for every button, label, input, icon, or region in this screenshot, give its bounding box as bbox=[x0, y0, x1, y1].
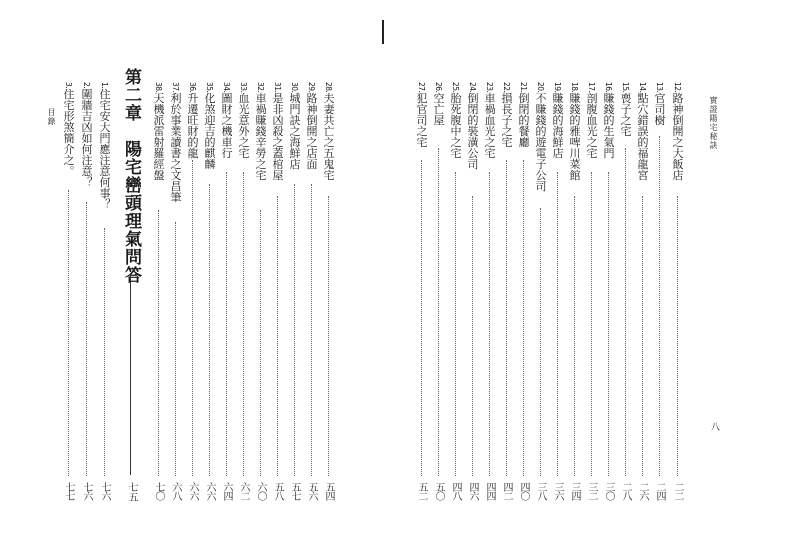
entry-page: 六二 bbox=[238, 482, 249, 500]
entry-title: 住宅形煞簡介之。 bbox=[62, 88, 75, 177]
chapter-heading bbox=[120, 0, 142, 560]
toc-entry bbox=[466, 0, 479, 560]
toc-entry bbox=[619, 0, 632, 560]
entry-title: 官司樹 bbox=[653, 92, 666, 126]
toc-entry bbox=[602, 0, 615, 560]
toc-entry bbox=[415, 0, 428, 560]
dot-leader bbox=[209, 184, 210, 476]
entry-number: 25. bbox=[451, 82, 460, 93]
entry-title: 住宅安大門應注意何事？ bbox=[98, 88, 111, 210]
entry-title: 剖腹血光之宅 bbox=[585, 92, 598, 159]
entry-title: 損長子之宅 bbox=[500, 92, 513, 148]
toc-entry bbox=[80, 0, 93, 560]
entry-title: 城門訣之海鮮店 bbox=[288, 92, 301, 170]
entry-page: 七七 bbox=[63, 482, 74, 500]
dot-leader bbox=[311, 184, 312, 476]
entry-number: 12. bbox=[673, 82, 682, 93]
entry-page: 二四 bbox=[654, 482, 665, 500]
entry-number: 28. bbox=[324, 82, 333, 93]
entry-title: 賺錢的生氣門 bbox=[602, 92, 615, 159]
toc-entry bbox=[203, 0, 216, 560]
entry-page: 三六 bbox=[552, 482, 563, 500]
toc-entry bbox=[449, 0, 462, 560]
entry-title: 點穴錯誤的福龍宮 bbox=[636, 92, 649, 181]
dot-leader bbox=[608, 172, 609, 476]
dot-leader bbox=[226, 172, 227, 476]
toc-entry bbox=[568, 0, 581, 560]
toc-entry bbox=[585, 0, 598, 560]
entry-number: 29. bbox=[307, 82, 316, 93]
dot-leader bbox=[574, 196, 575, 476]
dot-leader bbox=[472, 196, 473, 476]
toc-entry bbox=[500, 0, 513, 560]
dot-leader bbox=[86, 202, 87, 476]
toc-entry bbox=[169, 0, 182, 560]
dot-leader bbox=[104, 228, 105, 476]
toc-entry bbox=[517, 0, 530, 560]
entry-page: 五二 bbox=[416, 482, 427, 500]
entry-title: 賺錢的雅啤川菜館 bbox=[568, 92, 581, 181]
entry-page: 四六 bbox=[467, 482, 478, 500]
dot-leader bbox=[277, 196, 278, 476]
toc-entry bbox=[551, 0, 564, 560]
entry-number: 19. bbox=[553, 82, 562, 93]
entry-page: 五四 bbox=[323, 482, 334, 500]
toc-entry bbox=[432, 0, 445, 560]
toc-entry bbox=[254, 0, 267, 560]
entry-title: 胎死腹中之宅 bbox=[449, 92, 462, 159]
entry-number: 32. bbox=[256, 82, 265, 93]
toc-entry bbox=[483, 0, 496, 560]
entry-page: 四八 bbox=[450, 482, 461, 500]
dot-leader bbox=[557, 172, 558, 476]
entry-number: 3. bbox=[64, 82, 73, 89]
entry-page: 七六 bbox=[81, 482, 92, 500]
entry-number: 13. bbox=[655, 82, 664, 93]
entry-title: 圍牆吉凶如何注意？ bbox=[80, 88, 93, 188]
dot-leader bbox=[625, 148, 626, 476]
entry-page: 五〇 bbox=[433, 482, 444, 500]
entry-title: 倒閉的餐廳 bbox=[517, 92, 530, 148]
entry-title: 空亡屋 bbox=[432, 92, 445, 126]
entry-number: 22. bbox=[502, 82, 511, 93]
dot-leader bbox=[438, 148, 439, 476]
dot-leader bbox=[506, 160, 507, 476]
entry-page: 七〇 bbox=[153, 482, 164, 500]
entry-number: 31. bbox=[273, 82, 282, 93]
toc-entry bbox=[534, 0, 547, 560]
entry-number: 33. bbox=[239, 82, 248, 93]
dot-leader bbox=[540, 208, 541, 476]
entry-title: 血光意外之宅 bbox=[237, 92, 250, 159]
entry-title: 車禍賺錢辛勞之宅 bbox=[254, 92, 267, 181]
entry-number: 17. bbox=[587, 82, 596, 93]
entry-page: 六六 bbox=[187, 482, 198, 500]
dot-leader bbox=[158, 210, 159, 476]
entry-number: 30. bbox=[290, 82, 299, 93]
entry-page: 四二 bbox=[501, 482, 512, 500]
entry-number: 21. bbox=[519, 82, 528, 93]
dot-leader bbox=[175, 222, 176, 476]
entry-page: 三四 bbox=[569, 482, 580, 500]
entry-title: 利於事業讀書之文昌筆 bbox=[169, 92, 182, 203]
entry-number: 20. bbox=[536, 82, 545, 93]
dot-leader bbox=[489, 172, 490, 476]
entry-page: 七六 bbox=[99, 482, 110, 500]
entry-number: 36. bbox=[188, 82, 197, 93]
dot-leader bbox=[260, 210, 261, 476]
entry-number: 35. bbox=[205, 82, 214, 93]
entry-page: 五六 bbox=[306, 482, 317, 500]
entry-number: 23. bbox=[485, 82, 494, 93]
entry-title: 賺錢的海鮮店 bbox=[551, 92, 564, 159]
entry-page: 三二 bbox=[586, 482, 597, 500]
entry-page: 五七 bbox=[289, 482, 300, 500]
entry-title: 車禍血光之宅 bbox=[483, 92, 496, 159]
dot-leader bbox=[523, 160, 524, 476]
dot-leader bbox=[677, 196, 678, 476]
toc-entry bbox=[62, 0, 75, 560]
chapter-page: 七五 bbox=[126, 482, 137, 502]
entry-page: 二八 bbox=[620, 482, 631, 500]
entry-title: 倒閉的裝潢公司 bbox=[466, 92, 479, 170]
entry-page: 六四 bbox=[221, 482, 232, 500]
chapter-rule bbox=[130, 275, 131, 475]
entry-title: 路神倒開之店面 bbox=[305, 92, 318, 170]
entry-number: 38. bbox=[154, 82, 163, 93]
dot-leader bbox=[68, 190, 69, 476]
dot-leader bbox=[642, 196, 643, 476]
dot-leader bbox=[294, 184, 295, 476]
toc-entry bbox=[152, 0, 165, 560]
running-head-right: 實證陽宅秘訣 bbox=[709, 96, 718, 150]
entry-page: 六六 bbox=[204, 482, 215, 500]
entry-title: 圖財之機車行 bbox=[220, 92, 233, 159]
entry-page: 二六 bbox=[637, 482, 648, 500]
entry-number: 18. bbox=[570, 82, 579, 93]
entry-title: 化煞迎吉的麒麟 bbox=[203, 92, 216, 170]
entry-number: 27. bbox=[417, 82, 426, 93]
dot-leader bbox=[659, 136, 660, 476]
dot-leader bbox=[328, 196, 329, 476]
entry-page: 六八 bbox=[170, 482, 181, 500]
entry-page: 五八 bbox=[272, 482, 283, 500]
toc-entry bbox=[305, 0, 318, 560]
entry-title: 犯官司之宅 bbox=[415, 92, 428, 148]
toc-entry bbox=[271, 0, 284, 560]
entry-number: 2. bbox=[82, 82, 91, 89]
entry-title: 喪子之宅 bbox=[619, 92, 632, 137]
entry-number: 34. bbox=[222, 82, 231, 93]
toc-entry bbox=[322, 0, 335, 560]
entry-page: 四〇 bbox=[518, 482, 529, 500]
entry-title: 路神倒開之大飯店 bbox=[671, 92, 684, 181]
toc-entry bbox=[220, 0, 233, 560]
entry-number: 15. bbox=[621, 82, 630, 93]
entry-title: 夫妻共亡之五鬼宅 bbox=[322, 92, 335, 181]
entry-number: 14. bbox=[638, 82, 647, 93]
entry-page: 二二 bbox=[672, 482, 683, 500]
entry-number: 26. bbox=[434, 82, 443, 93]
toc-entry bbox=[636, 0, 649, 560]
entry-page: 三〇 bbox=[603, 482, 614, 500]
toc-entry bbox=[288, 0, 301, 560]
dot-leader bbox=[243, 172, 244, 476]
entry-number: 24. bbox=[468, 82, 477, 93]
dot-leader bbox=[591, 172, 592, 476]
entry-number: 16. bbox=[604, 82, 613, 93]
running-head-left: 目錄 bbox=[47, 108, 56, 126]
toc-entry bbox=[671, 0, 684, 560]
entry-title: 不賺錢的遊電子公司 bbox=[534, 92, 547, 192]
toc-entry bbox=[186, 0, 199, 560]
toc-entry bbox=[237, 0, 250, 560]
entry-number: 1. bbox=[100, 82, 109, 89]
entry-title: 天機派雷射羅經盤 bbox=[152, 92, 165, 181]
dot-leader bbox=[421, 160, 422, 476]
entry-page: 三八 bbox=[535, 482, 546, 500]
entry-page: 六〇 bbox=[255, 482, 266, 500]
left-page bbox=[0, 0, 396, 560]
chapter-title: 第二章 陽宅巒頭理氣問答 bbox=[121, 68, 141, 284]
page-folio: 八 bbox=[709, 422, 719, 431]
entry-title: 是非凶殺之蓋棺屋 bbox=[271, 92, 284, 181]
entry-page: 四四 bbox=[484, 482, 495, 500]
toc-entry bbox=[98, 0, 111, 560]
entry-title: 升遷旺財的龍 bbox=[186, 92, 199, 159]
entry-number: 37. bbox=[171, 82, 180, 93]
toc-entry bbox=[653, 0, 666, 560]
right-page bbox=[396, 0, 793, 560]
dot-leader bbox=[455, 172, 456, 476]
dot-leader bbox=[192, 160, 193, 476]
